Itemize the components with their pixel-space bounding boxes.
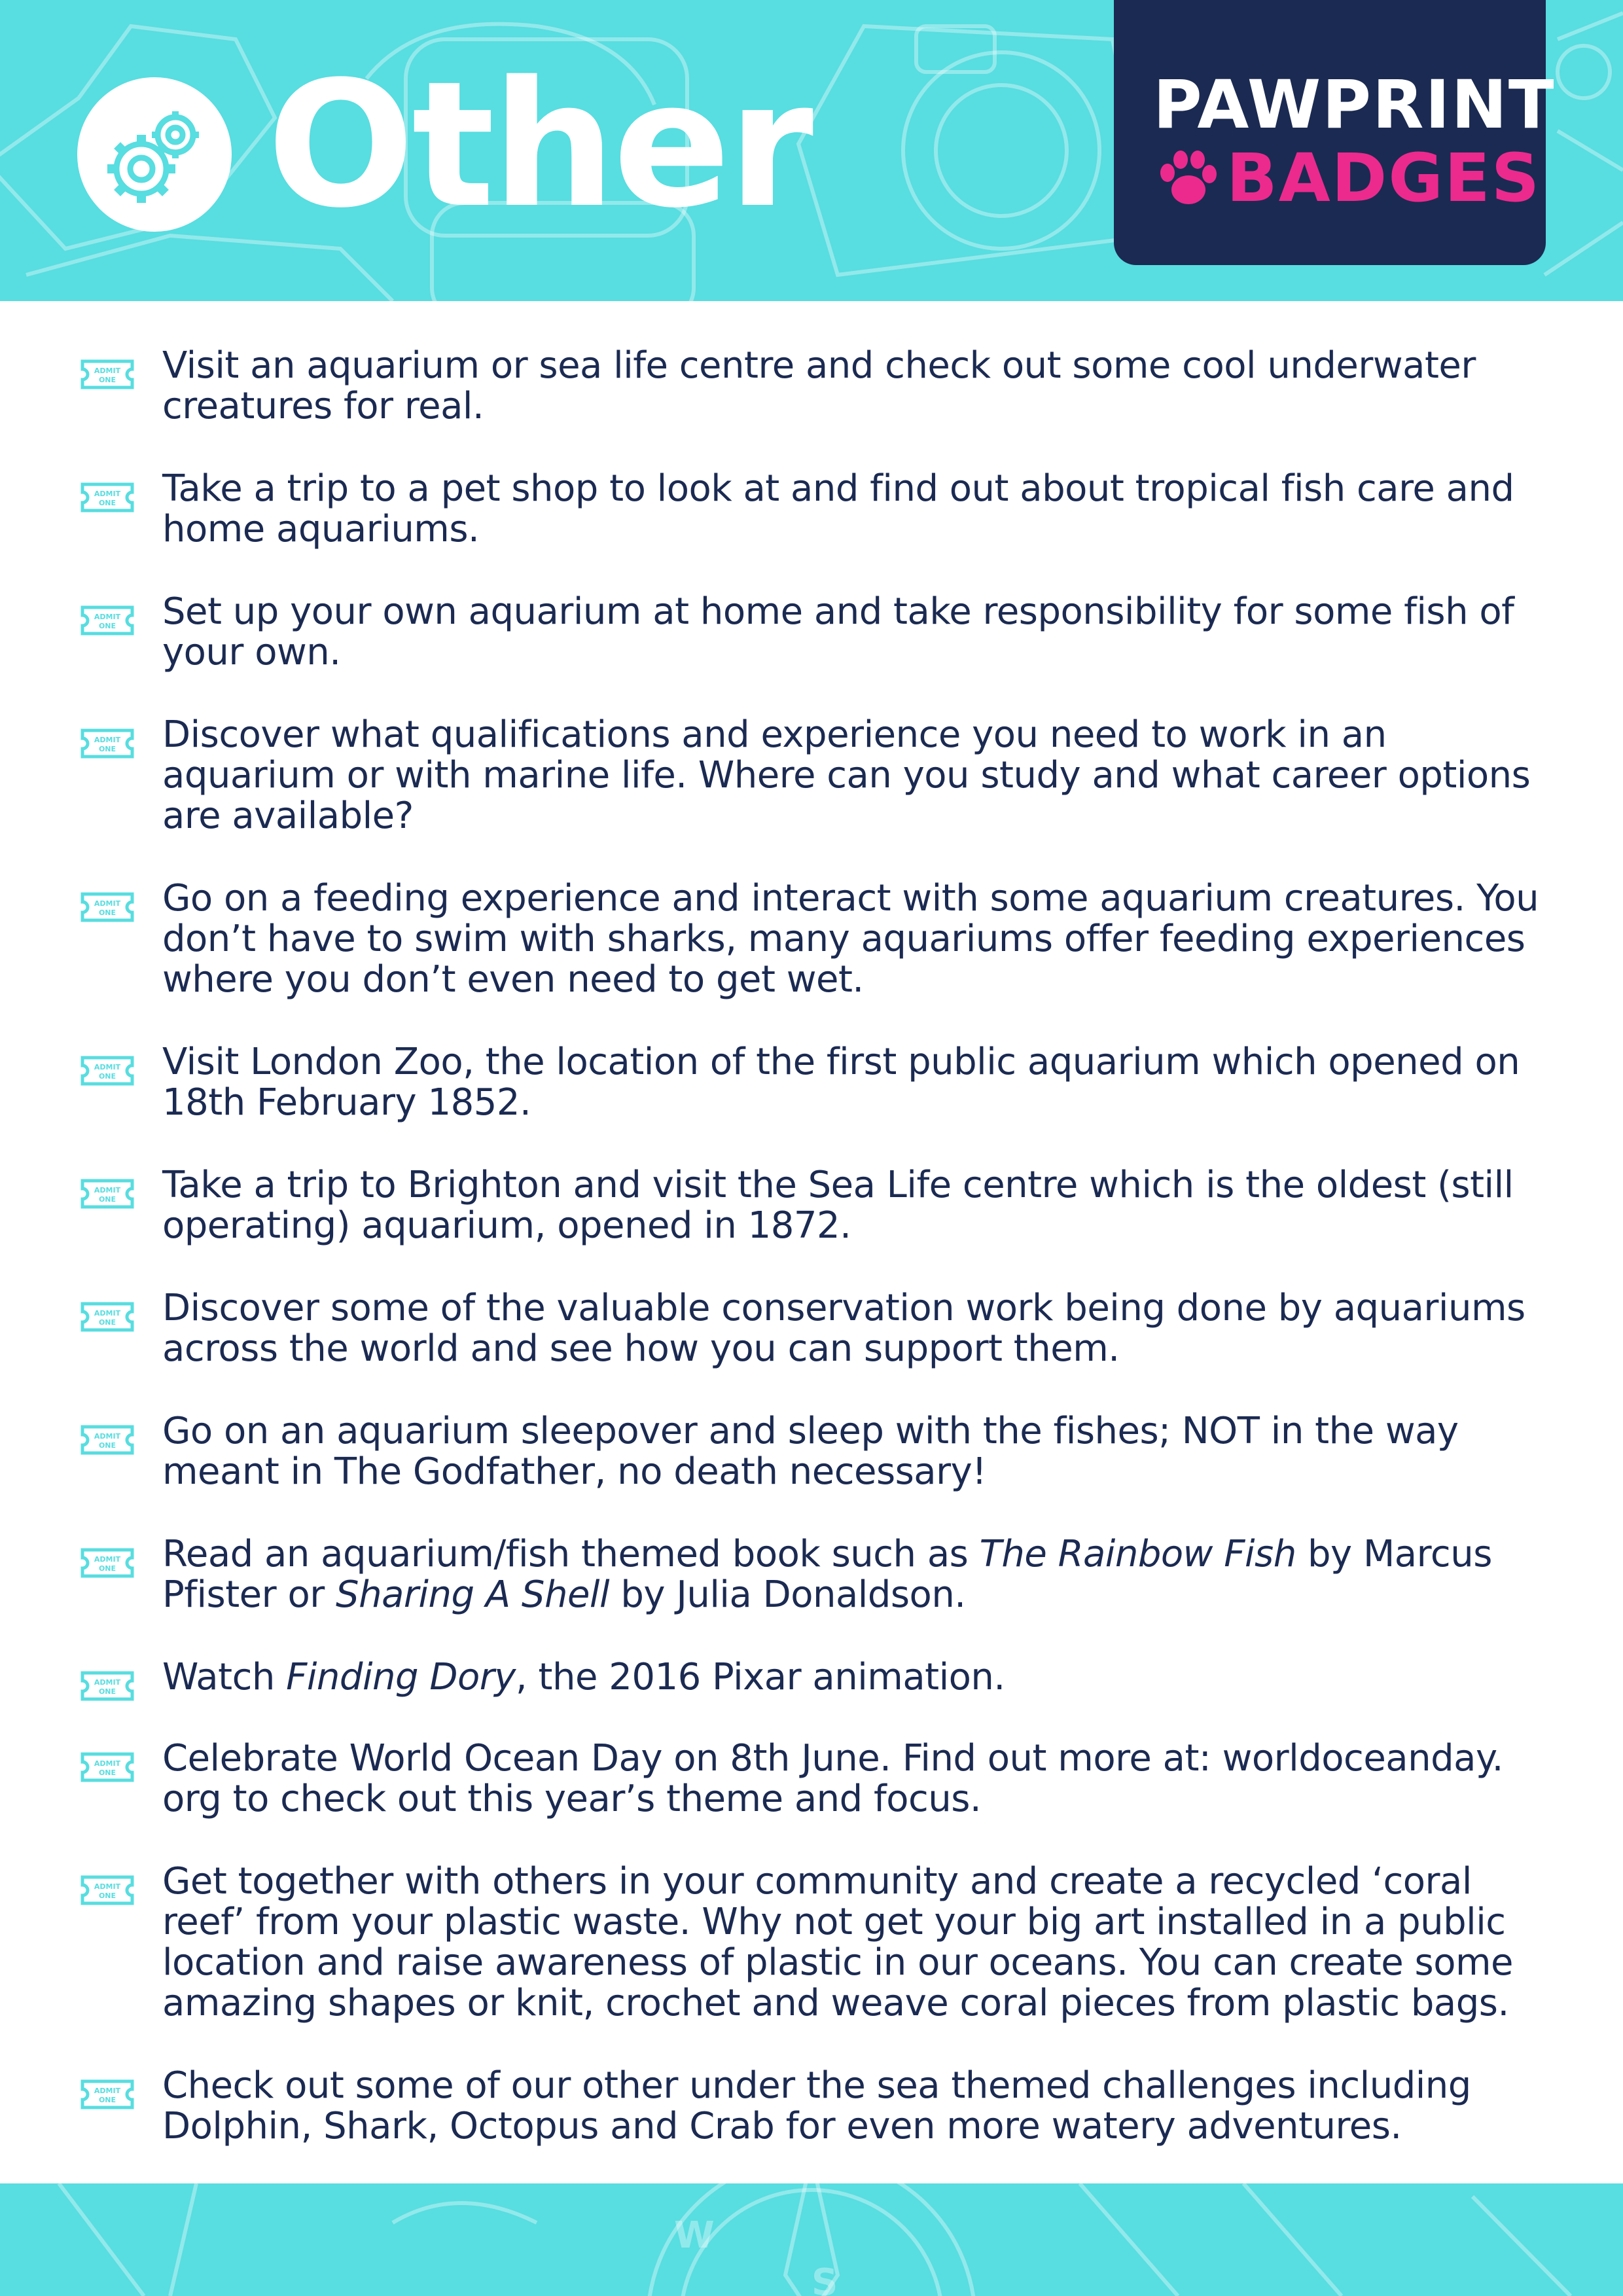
list-item (94, 877, 1556, 1001)
ticket-icon (80, 1547, 135, 1579)
list-item (94, 1410, 1556, 1493)
ticket-icon (80, 359, 135, 390)
page-title: Other (267, 45, 812, 246)
list-item-text: Discover what qualifications and experience you need to work in an aquarium or with marine life. Where can you study and what career options are available? (162, 713, 1531, 837)
svg-text:ONE: ONE (98, 1072, 116, 1081)
svg-text:ONE: ONE (98, 2096, 116, 2104)
svg-text:ONE: ONE (98, 908, 116, 917)
ticket-icon (80, 1178, 135, 1210)
ticket-icon (80, 482, 135, 513)
footer-banner (0, 2183, 1623, 2296)
svg-text:ADMIT: ADMIT (94, 1063, 121, 1071)
list-item-text: Visit London Zoo, the location of the first public aquarium which opened on 18th February 1852. (162, 1041, 1520, 1124)
list-item-text: Watch Finding Dory, the 2016 Pixar animation. (162, 1656, 1005, 1698)
gears-icon-badge (77, 77, 232, 232)
ticket-icon (80, 1424, 135, 1456)
logo-line-1: PAWPRINT (1153, 66, 1556, 144)
svg-text:ADMIT: ADMIT (94, 1882, 121, 1891)
svg-text:ADMIT: ADMIT (94, 1678, 121, 1687)
list-item-text: Go on a feeding experience and interact with some aquarium creatures. You don’t have to swim with sharks, many aquariums offer feeding experiences where you don’t even need to get wet. (162, 877, 1539, 1001)
svg-text:ADMIT: ADMIT (94, 490, 121, 498)
ticket-icon (80, 1055, 135, 1086)
list-item (94, 344, 1556, 427)
svg-text:ONE: ONE (98, 499, 116, 507)
svg-text:ONE: ONE (98, 376, 116, 384)
list-item (94, 467, 1556, 550)
svg-text:ONE: ONE (98, 1892, 116, 1900)
svg-text:ADMIT: ADMIT (94, 899, 121, 908)
svg-text:ADMIT: ADMIT (94, 1186, 121, 1194)
list-item-text: Celebrate World Ocean Day on 8th June. Find out more at: worldoceanday. org to check out this year’s theme and focus. (162, 1737, 1503, 1820)
svg-text:ONE: ONE (98, 1318, 116, 1327)
svg-text:ADMIT: ADMIT (94, 1309, 121, 1318)
svg-text:ADMIT: ADMIT (94, 1432, 121, 1441)
svg-text:ADMIT: ADMIT (94, 2087, 121, 2095)
footer-background-doodles (0, 2183, 1623, 2296)
paw-icon (1154, 145, 1220, 211)
list-item (94, 2064, 1556, 2147)
svg-text:ADMIT: ADMIT (94, 613, 121, 621)
svg-text:S: S (812, 2261, 838, 2296)
list-item-text: Read an aquarium/fish themed book such as The Rainbow Fish by Marcus Pfister or Sharing A Shell by Julia Donaldson. (162, 1533, 1492, 1616)
list-item (94, 1737, 1556, 1820)
svg-text:ADMIT: ADMIT (94, 1759, 121, 1768)
ticket-icon (80, 1751, 135, 1783)
list-item-text: Check out some of our other under the sea themed challenges including Dolphin, Shark, Octopus and Crab for even more watery adventures. (162, 2064, 1471, 2147)
list-item (94, 1287, 1556, 1370)
ticket-icon (80, 605, 135, 636)
list-item-text: Discover some of the valuable conservation work being done by aquariums across the world and see how you can support them. (162, 1287, 1525, 1370)
ticket-icon (80, 1874, 135, 1906)
svg-text:ONE: ONE (98, 1564, 116, 1573)
list-item-text: Take a trip to Brighton and visit the Sea Life centre which is the oldest (still operating) aquarium, opened in 1872. (162, 1164, 1514, 1247)
list-item (94, 1656, 1556, 1698)
list-item (94, 1860, 1556, 2024)
list-item-text: Visit an aquarium or sea life centre and check out some cool underwater creatures for real. (162, 344, 1476, 427)
ticket-icon (80, 1670, 135, 1702)
svg-text:ONE: ONE (98, 1441, 116, 1450)
svg-text:ADMIT: ADMIT (94, 736, 121, 744)
svg-text:ADMIT: ADMIT (94, 367, 121, 375)
pawprint-badges-logo (1114, 0, 1556, 265)
logo-line-2: BADGES (1226, 139, 1541, 217)
svg-text:ONE: ONE (98, 1687, 116, 1696)
svg-text:ADMIT: ADMIT (94, 1555, 121, 1564)
list-item (94, 1533, 1556, 1616)
header-banner (0, 0, 1623, 301)
ticket-icon (80, 891, 135, 923)
list-item-text: Go on an aquarium sleepover and sleep with the fishes; NOT in the way meant in The Godfather, no death necessary! (162, 1410, 1459, 1493)
list-item-text: Set up your own aquarium at home and take responsibility for some fish of your own. (162, 590, 1514, 673)
svg-text:ONE: ONE (98, 1768, 116, 1777)
list-item (94, 590, 1556, 673)
ticket-icon (80, 728, 135, 759)
list-item-text: Take a trip to a pet shop to look at and find out about tropical fish care and home aquariums. (162, 467, 1514, 550)
list-item-text: Get together with others in your community and create a recycled ‘coral reef’ from your plastic waste. Why not get your big art installed in a public location and raise awareness of plastic in our oceans. You can create some amazing shapes or knit, crochet and weave coral pieces from plastic bags. (162, 1860, 1513, 2024)
svg-text:ONE: ONE (98, 622, 116, 630)
ticket-icon (80, 1301, 135, 1333)
list-item (94, 1164, 1556, 1247)
ticket-icon (80, 2079, 135, 2110)
list-item (94, 1041, 1556, 1124)
svg-text:ONE: ONE (98, 745, 116, 753)
list-item (94, 713, 1556, 837)
svg-text:ONE: ONE (98, 1195, 116, 1204)
gears-icon (77, 77, 232, 232)
svg-text:W: W (674, 2214, 715, 2257)
